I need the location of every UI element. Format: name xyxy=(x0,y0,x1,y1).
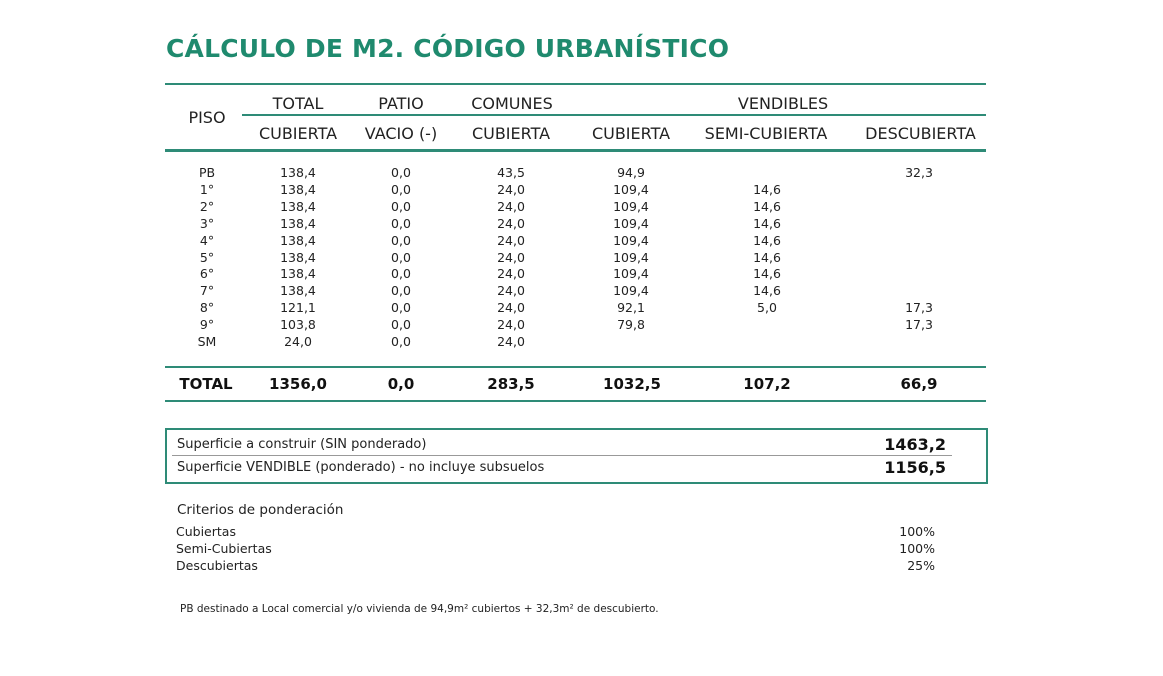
cell-piso: SM xyxy=(197,334,217,349)
totals-semi: 107,2 xyxy=(743,375,791,393)
footnote: PB destinado a Local comercial y/o vivienda de 94,9m² cubiertos + 32,3m² de descubierto. xyxy=(180,603,659,615)
cell-cubierta: 92,1 xyxy=(617,300,645,316)
cell-total: 138,4 xyxy=(280,232,316,248)
cell-comunes: 24,0 xyxy=(497,215,525,231)
totals-cubierta: 1032,5 xyxy=(603,375,661,393)
cell-piso: 2° xyxy=(199,198,215,214)
cell-patio: 0,0 xyxy=(391,165,411,180)
cell-cubierta: 109,4 xyxy=(613,181,649,197)
cell-semi: 14,6 xyxy=(753,181,781,197)
header-bottom-rule xyxy=(165,149,986,152)
cell-piso: 5° xyxy=(199,249,215,265)
cell-total: 138,4 xyxy=(280,181,316,197)
cell-piso: 6° xyxy=(199,266,215,282)
totals-top-rule xyxy=(165,366,986,368)
cell-patio: 0,0 xyxy=(391,249,411,265)
cell-semi: 14,6 xyxy=(753,215,781,231)
cell-comunes: 24,0 xyxy=(497,266,525,282)
cell-semi: 5,0 xyxy=(757,300,777,316)
cell-cubierta: 109,4 xyxy=(613,283,649,299)
cell-cubierta: 94,9 xyxy=(617,165,645,180)
cell-comunes: 24,0 xyxy=(497,300,525,316)
summary-vendible-label: Superficie VENDIBLE (ponderado) - no incluye subsuelos xyxy=(177,460,545,475)
subheader-comunes-cubierta: CUBIERTA xyxy=(471,124,551,143)
cell-total: 138,4 xyxy=(280,249,316,265)
cell-comunes: 24,0 xyxy=(497,232,525,248)
criteria-label-semi: Semi-Cubiertas xyxy=(176,541,272,556)
criteria-label-descubiertas: Descubiertas xyxy=(176,558,258,573)
cell-total: 138,4 xyxy=(280,198,316,214)
summary-construir-label: Superficie a construir (SIN ponderado) xyxy=(177,437,427,452)
cell-cubierta: 109,4 xyxy=(613,232,649,248)
cell-piso: 9° xyxy=(199,317,215,333)
cell-piso: 1° xyxy=(199,181,215,197)
cell-cubierta: 109,4 xyxy=(613,266,649,282)
cell-patio: 0,0 xyxy=(391,181,411,197)
cell-semi: 14,6 xyxy=(753,249,781,265)
cell-cubierta: 109,4 xyxy=(613,249,649,265)
cell-total: 138,4 xyxy=(280,215,316,231)
cell-descubierta: 32,3 xyxy=(905,165,933,180)
cell-piso: 4° xyxy=(199,232,215,248)
subheader-vendibles-cubierta: CUBIERTA xyxy=(591,124,671,143)
criteria-value-descubiertas: 25% xyxy=(907,558,935,573)
cell-cubierta: 109,4 xyxy=(613,198,649,214)
cell-total: 24,0 xyxy=(284,334,312,349)
summary-divider xyxy=(172,455,952,456)
cell-semi: 14,6 xyxy=(753,283,781,299)
cell-patio: 0,0 xyxy=(391,232,411,248)
cell-patio: 0,0 xyxy=(391,198,411,214)
header-piso: PISO xyxy=(188,108,226,127)
cell-patio: 0,0 xyxy=(391,334,411,349)
header-mid-rule xyxy=(242,114,986,116)
cell-total: 138,4 xyxy=(280,165,316,180)
cell-piso: 7° xyxy=(199,283,215,299)
cell-patio: 0,0 xyxy=(391,300,411,316)
subheader-vendibles-descubierta: DESCUBIERTA xyxy=(865,124,976,143)
subheader-patio-vacio: VACIO (-) xyxy=(364,124,438,143)
header-vendibles: VENDIBLES xyxy=(737,94,829,113)
cell-comunes: 24,0 xyxy=(497,249,525,265)
criteria-label-cubiertas: Cubiertas xyxy=(176,524,236,539)
cell-comunes: 43,5 xyxy=(497,165,525,180)
cell-total: 103,8 xyxy=(280,317,316,333)
cell-patio: 0,0 xyxy=(391,215,411,231)
cell-descubierta: 17,3 xyxy=(905,300,933,316)
cell-patio: 0,0 xyxy=(391,283,411,299)
header-comunes: COMUNES xyxy=(471,94,553,113)
criteria-value-semi: 100% xyxy=(899,541,935,556)
cell-comunes: 24,0 xyxy=(497,283,525,299)
summary-construir-value: 1463,2 xyxy=(884,435,946,454)
totals-comunes: 283,5 xyxy=(487,375,535,393)
totals-bottom-rule xyxy=(165,400,986,402)
cell-piso: PB xyxy=(198,165,216,180)
cell-comunes: 24,0 xyxy=(497,317,525,333)
cell-comunes: 24,0 xyxy=(497,334,525,349)
cell-comunes: 24,0 xyxy=(497,181,525,197)
cell-total: 138,4 xyxy=(280,266,316,282)
header-patio: PATIO xyxy=(378,94,424,113)
totals-descubierta: 66,9 xyxy=(900,375,938,393)
summary-vendible-value: 1156,5 xyxy=(884,458,946,477)
cell-descubierta: 17,3 xyxy=(905,317,933,333)
cell-cubierta: 79,8 xyxy=(617,317,645,333)
cell-total: 138,4 xyxy=(280,283,316,299)
criteria-value-cubiertas: 100% xyxy=(899,524,935,539)
cell-piso: 8° xyxy=(199,300,215,316)
subheader-vendibles-semi: SEMI-CUBIERTA xyxy=(704,124,828,143)
cell-total: 121,1 xyxy=(280,300,316,316)
cell-piso: 3° xyxy=(199,215,215,231)
cell-comunes: 24,0 xyxy=(497,198,525,214)
totals-patio: 0,0 xyxy=(387,375,415,393)
cell-semi: 14,6 xyxy=(753,266,781,282)
cell-cubierta: 109,4 xyxy=(613,215,649,231)
totals-total: 1356,0 xyxy=(269,375,327,393)
cell-semi: 14,6 xyxy=(753,198,781,214)
header-total: TOTAL xyxy=(272,94,324,113)
cell-patio: 0,0 xyxy=(391,266,411,282)
subheader-total-cubierta: CUBIERTA xyxy=(258,124,338,143)
totals-label: TOTAL xyxy=(179,375,233,393)
cell-patio: 0,0 xyxy=(391,317,411,333)
criteria-title: Criterios de ponderación xyxy=(177,502,344,518)
table-top-rule xyxy=(165,83,986,85)
page-title: CÁLCULO DE M2. CÓDIGO URBANÍSTICO xyxy=(166,34,730,63)
cell-semi: 14,6 xyxy=(753,232,781,248)
